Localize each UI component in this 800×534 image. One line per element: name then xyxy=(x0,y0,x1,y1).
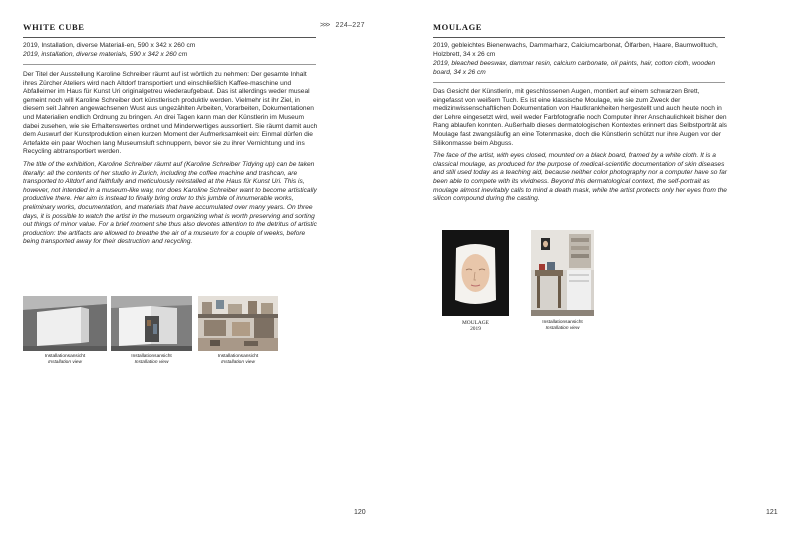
triple-chevron-icon: >>> xyxy=(320,22,330,29)
body-german: Der Titel der Ausstellung Karoline Schreiber räumt auf ist wörtlich zu nehmen: Der gesamte Inhalt ihres Zürcher Ateliers wird nach Altdorf transportiert und einschließlich Kaffee-maschine und Abfalleimer im Haus für Kunst Uri originalgetreu wiederaufgebaut. Das ist allerdings weder museal gemeint noch will Karoline Schreiber dort künstlerisch produktiv werden. Vielmehr ist ihr Ziel, in diesem seit Jahren angewachsenen Wust aus ungezählten Arbeiten, Vorarbeiten, Dokumentationen und Materialien endlich Ordnung zu bringen. An drei Tagen kann man der Künstlerin im Museum dabei zusehen, wie sie Erhaltenswertes ordnet und Minderwertiges aussortiert. Sie räumt damit auch dem Auswurf der Kunstproduktion einen kurzen Moment der Aufmerksamkeit ein: Einmal dürfen die Artefakte ein paar Wochen lang Museumsluft schnuppern, bevor sie zu ihrer Vernichtung und ins Recycling abtransportiert werden. xyxy=(23,71,318,156)
meta-german: 2019, gebleichtes Bienenwachs, Dammarharz, Calciumcarbonat, Ölfarben, Haare, Baumwolltuch, Holzbrett, 34 x 26 cm xyxy=(433,42,718,58)
meta-english: 2019, bleached beeswax, dammar resin, calcium carbonate, oil paints, hair, cotton cloth, wooden board, 34 x 26 cm xyxy=(433,60,716,76)
body-german: Das Gesicht der Künstlerin, mit geschlossenen Augen, montiert auf einem schwarzen Brett, eingefasst von weißem Tuch. Es ist eine klassische Moulage, wie sie zum Zweck der medizinwissenschaftlichen Dokumentation von Hautkrankheiten hergestellt und auch heute noch in der Lehre eingesetzt wird, weil weder Farbfotografie noch Computer ihrer Anschaulichkeit bisher den Rang ablaufen konnten. Außerhalb dieses dermatologischen Kontextes erinnert das Selbstporträt als Moulage fast zwangsläufig an eine Totenmaske, doch die Künstlerin schützt nur ihre Augen vor der Silikonmasse beim Abguss. xyxy=(433,88,727,147)
moulage-caption xyxy=(442,320,509,333)
caption-english: Installation view xyxy=(48,359,82,365)
meta-german: 2019, Installation, diverse Materiali-en, 590 x 342 x 260 cm xyxy=(23,42,196,49)
meta-block xyxy=(433,41,725,77)
body-english: The face of the artist, with eyes closed, mounted on a black board, framed by a white cloth. It is a classical moulage, as produced for the purpose of medical-scientific documentation of skin diseases and still used today as a teaching aid, because neither color photography nor a computer have so far been able to compete with its vividness. Beyond this dermatological context, the self-portrait as moulage almost inevitably calls to mind a death mask, while the artist protects only her eyes from the silicon compound during the casting. xyxy=(433,152,727,203)
page-reference-range: 224–227 xyxy=(335,22,365,29)
moulage-photo[interactable] xyxy=(442,230,509,316)
title-rule xyxy=(433,37,725,38)
page-number-left: 120 xyxy=(354,509,366,516)
body-text xyxy=(433,88,727,208)
meta-english: 2019, installation, diverse materials, 590 x 342 x 260 cm xyxy=(23,51,188,58)
caption-english: Installation view xyxy=(134,359,169,365)
meta-rule xyxy=(433,82,725,83)
caption-year: 2019 xyxy=(470,326,481,333)
caption-title: MOULAGE xyxy=(462,320,489,326)
page-reference[interactable] xyxy=(320,22,365,29)
moulage-installation-photo[interactable] xyxy=(531,230,594,316)
photo-1-caption xyxy=(23,354,107,366)
installation-photo-2[interactable] xyxy=(111,296,192,351)
caption-german: Installationsansicht xyxy=(131,354,172,359)
caption-german: Installationsansicht xyxy=(542,320,583,325)
installation-photo-1[interactable] xyxy=(23,296,107,351)
body-english: The title of the exhibition, Karoline Schreiber räumt auf (Karoline Schreiber Tidying up) can be taken literally: all the contents of her studio in Zurich, including the coffee machine and trashcan, are transported to Altdorf and faithfully and meticulously reinstalled at the Haus für Kunst Uri. This is, however, not intended in a museum-like way, nor does Karoline Schreiber want to become artistically productive there. Her aim is instead to finally bring order to this jumble of innumerable works, preliminary works, documentation, and materials that have accumulated over many years. On three days, it is possible to watch the artist in the museum organizing what is worth preserving and sorting out things of minor value. For a brief moment she thus also devotes attention to the detritus of artistic production: the artifacts are allowed to breathe the air of a museum for a couple of weeks, before being transported away for their destruction and recycling. xyxy=(23,160,317,246)
caption-german: Installationsansicht xyxy=(217,354,259,359)
section-title-moulage: MOULAGE xyxy=(433,22,483,32)
section-title-white-cube: WHITE CUBE xyxy=(23,22,85,32)
body-text xyxy=(23,71,319,251)
photo-3-caption xyxy=(198,354,278,366)
caption-english: Installation view xyxy=(221,359,255,365)
moulage-installation-caption xyxy=(531,320,594,332)
meta-block xyxy=(23,41,316,59)
caption-german: Installationsansicht xyxy=(44,354,86,359)
caption-english: Installation view xyxy=(545,325,580,331)
title-rule xyxy=(23,37,316,38)
right-page xyxy=(400,0,800,534)
meta-rule xyxy=(23,64,316,65)
photo-2-caption xyxy=(111,354,192,366)
installation-photo-3[interactable] xyxy=(198,296,278,351)
page-number-right: 121 xyxy=(766,509,778,516)
